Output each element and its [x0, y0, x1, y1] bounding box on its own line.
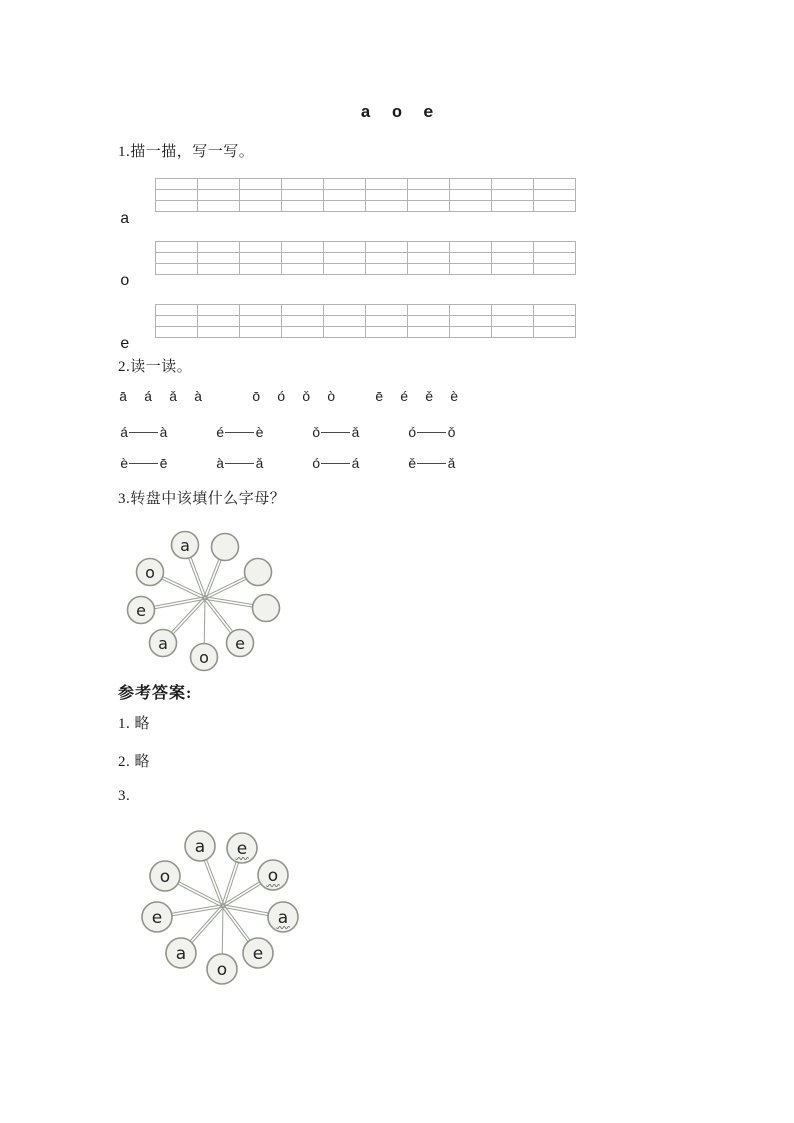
grid-cell [240, 201, 282, 212]
grid-cell [324, 316, 366, 327]
grid-cell [492, 179, 534, 190]
wheel-circle-blank [253, 595, 280, 622]
tone-letter: ò [327, 390, 336, 406]
grid-cell [240, 305, 282, 316]
tone-row [119, 390, 475, 406]
grid-cell [324, 327, 366, 338]
pair-to: ǎ [351, 426, 360, 442]
tone-pair [120, 426, 216, 442]
pair-from: á [120, 426, 129, 442]
wheel-letter: a [175, 944, 187, 965]
grid-cell [240, 316, 282, 327]
grid-cell [534, 253, 576, 264]
grid-cell [366, 179, 408, 190]
tone-pair [408, 426, 504, 442]
tone-group-a [119, 390, 219, 406]
grid-label-o: o [120, 272, 130, 290]
pair-from: ó [408, 426, 417, 442]
grid-cell [198, 242, 240, 253]
section3-heading: 3.转盘中该填什么字母？ [118, 491, 286, 507]
pair-from: ó [312, 457, 321, 473]
grid-cell [450, 327, 492, 338]
grid-cell [240, 253, 282, 264]
answer-item-2: 2. 略 [118, 754, 151, 770]
grid-cell [198, 179, 240, 190]
wheel-letter: o [159, 867, 171, 888]
pair-from: è [120, 457, 129, 473]
grid-cell [324, 179, 366, 190]
grid-cell [198, 253, 240, 264]
writing-grid-a [155, 178, 576, 212]
grid-cell [282, 253, 324, 264]
wheel-circle-blank [245, 559, 272, 586]
grid-cell [324, 201, 366, 212]
pair-dash [417, 463, 446, 464]
wheel-letter: o [145, 562, 155, 582]
pair-to: ǒ [447, 426, 456, 442]
pair-dash [321, 463, 350, 464]
grid-cell [240, 190, 282, 201]
grid-cell [366, 253, 408, 264]
grid-cell [366, 190, 408, 201]
pair-to: ǎ [255, 457, 264, 473]
grid-cell [198, 190, 240, 201]
grid-cell [156, 242, 198, 253]
grid-cell [282, 190, 324, 201]
answer-item-3: 3. [118, 788, 131, 804]
tone-letter: á [144, 390, 153, 406]
pair-to: è [255, 426, 264, 442]
pair-dash [321, 432, 350, 433]
tone-pair [216, 457, 312, 473]
grid-cell [534, 264, 576, 275]
grid-cell [450, 253, 492, 264]
grid-cell [324, 264, 366, 275]
wheel-circle-blank [212, 534, 239, 561]
grid-cell [366, 327, 408, 338]
grid-cell [324, 305, 366, 316]
grid-cell [408, 201, 450, 212]
tone-letter: é [400, 390, 409, 406]
grid-label-a: a [120, 210, 130, 228]
pair-dash [225, 463, 254, 464]
wheel-letter: e [136, 600, 146, 620]
grid-cell [408, 242, 450, 253]
grid-cell [492, 327, 534, 338]
tone-letter: ē [375, 390, 384, 406]
tone-group-o [252, 390, 352, 406]
answers-heading: 参考答案: [118, 685, 193, 702]
pair-to: à [159, 426, 168, 442]
pair-from: ǒ [312, 426, 321, 442]
grid-cell [240, 242, 282, 253]
tone-letter: è [450, 390, 459, 406]
grid-cell [450, 305, 492, 316]
writing-grid-e [155, 304, 576, 338]
grid-cell [492, 253, 534, 264]
grid-cell [366, 242, 408, 253]
grid-cell [156, 179, 198, 190]
grid-cell [450, 201, 492, 212]
grid-cell [324, 253, 366, 264]
writing-grid-o [155, 241, 576, 275]
grid-cell [282, 305, 324, 316]
tone-letter: ā [119, 390, 128, 406]
grid-cell [534, 242, 576, 253]
tone-letter: ǎ [169, 390, 178, 406]
grid-cell [282, 201, 324, 212]
grid-cell [156, 316, 198, 327]
grid-cell [240, 264, 282, 275]
wheel-letter: a [180, 535, 190, 555]
grid-cell [324, 190, 366, 201]
wheel-letter: o [199, 647, 209, 667]
grid-cell [492, 242, 534, 253]
grid-cell [408, 190, 450, 201]
pair-dash [417, 432, 446, 433]
grid-cell [240, 179, 282, 190]
grid-cell [408, 264, 450, 275]
grid-cell [198, 201, 240, 212]
grid-cell [408, 316, 450, 327]
grid-cell [492, 316, 534, 327]
grid-cell [282, 264, 324, 275]
tone-letter: ó [277, 390, 286, 406]
pair-dash [225, 432, 254, 433]
tone-pair [312, 457, 408, 473]
tone-letter: ō [252, 390, 261, 406]
pair-to: ǎ [447, 457, 456, 473]
grid-cell [198, 305, 240, 316]
grid-cell [534, 305, 576, 316]
tone-letter: ǒ [302, 390, 311, 406]
grid-cell [534, 201, 576, 212]
wheel-letter: o [267, 866, 279, 887]
grid-cell [198, 264, 240, 275]
grid-cell [198, 316, 240, 327]
pair-dash [129, 432, 158, 433]
tone-pair [312, 426, 408, 442]
grid-cell [408, 179, 450, 190]
tone-letter: ě [425, 390, 434, 406]
grid-cell [282, 327, 324, 338]
pair-dash [129, 463, 158, 464]
grid-cell [198, 327, 240, 338]
grid-cell [366, 264, 408, 275]
section1-heading: 1.描一描，写一写。 [118, 144, 255, 160]
grid-cell [492, 305, 534, 316]
grid-cell [450, 242, 492, 253]
wheel-letter: o [216, 960, 228, 981]
pair-from: à [216, 457, 225, 473]
wheel-letter: a [194, 837, 206, 858]
tone-pair-row-2 [120, 457, 504, 473]
grid-cell [366, 305, 408, 316]
grid-cell [156, 327, 198, 338]
grid-cell [408, 253, 450, 264]
pair-to: á [351, 457, 360, 473]
grid-cell [408, 327, 450, 338]
wheel-letter: e [236, 839, 248, 860]
wheel-letter: e [235, 633, 245, 653]
grid-cell [534, 327, 576, 338]
tone-pair-row-1 [120, 426, 504, 442]
grid-label-e: e [120, 335, 130, 353]
grid-cell [156, 201, 198, 212]
grid-cell [240, 327, 282, 338]
section2-heading: 2.读一读。 [118, 359, 193, 375]
tone-letter: à [194, 390, 203, 406]
tone-pair [408, 457, 504, 473]
grid-cell [492, 190, 534, 201]
grid-cell [492, 264, 534, 275]
grid-cell [282, 179, 324, 190]
grid-cell [282, 316, 324, 327]
grid-cell [156, 305, 198, 316]
tone-group-e [375, 390, 475, 406]
grid-cell [408, 305, 450, 316]
grid-cell [450, 190, 492, 201]
grid-cell [450, 264, 492, 275]
pair-from: ě [408, 457, 417, 473]
answer-item-1: 1. 略 [118, 716, 151, 732]
wheel-letter: e [252, 944, 264, 965]
grid-cell [282, 242, 324, 253]
grid-cell [366, 316, 408, 327]
spinner-wheel-question [118, 528, 293, 676]
grid-cell [156, 253, 198, 264]
tone-pair [120, 457, 216, 473]
grid-cell [492, 201, 534, 212]
grid-cell [324, 242, 366, 253]
wheel-letter: a [277, 908, 289, 929]
grid-cell [534, 316, 576, 327]
grid-cell [450, 179, 492, 190]
grid-cell [156, 190, 198, 201]
grid-cell [450, 316, 492, 327]
page-title: a o e [360, 104, 434, 123]
grid-cell [366, 201, 408, 212]
wheel-letter: a [158, 633, 168, 653]
grid-cell [534, 190, 576, 201]
pair-from: é [216, 426, 225, 442]
tone-pair [216, 426, 312, 442]
spinner-wheel-answer [140, 828, 320, 988]
grid-cell [156, 264, 198, 275]
grid-cell [534, 179, 576, 190]
pair-to: ē [159, 457, 168, 473]
wheel-letter: e [151, 908, 163, 929]
